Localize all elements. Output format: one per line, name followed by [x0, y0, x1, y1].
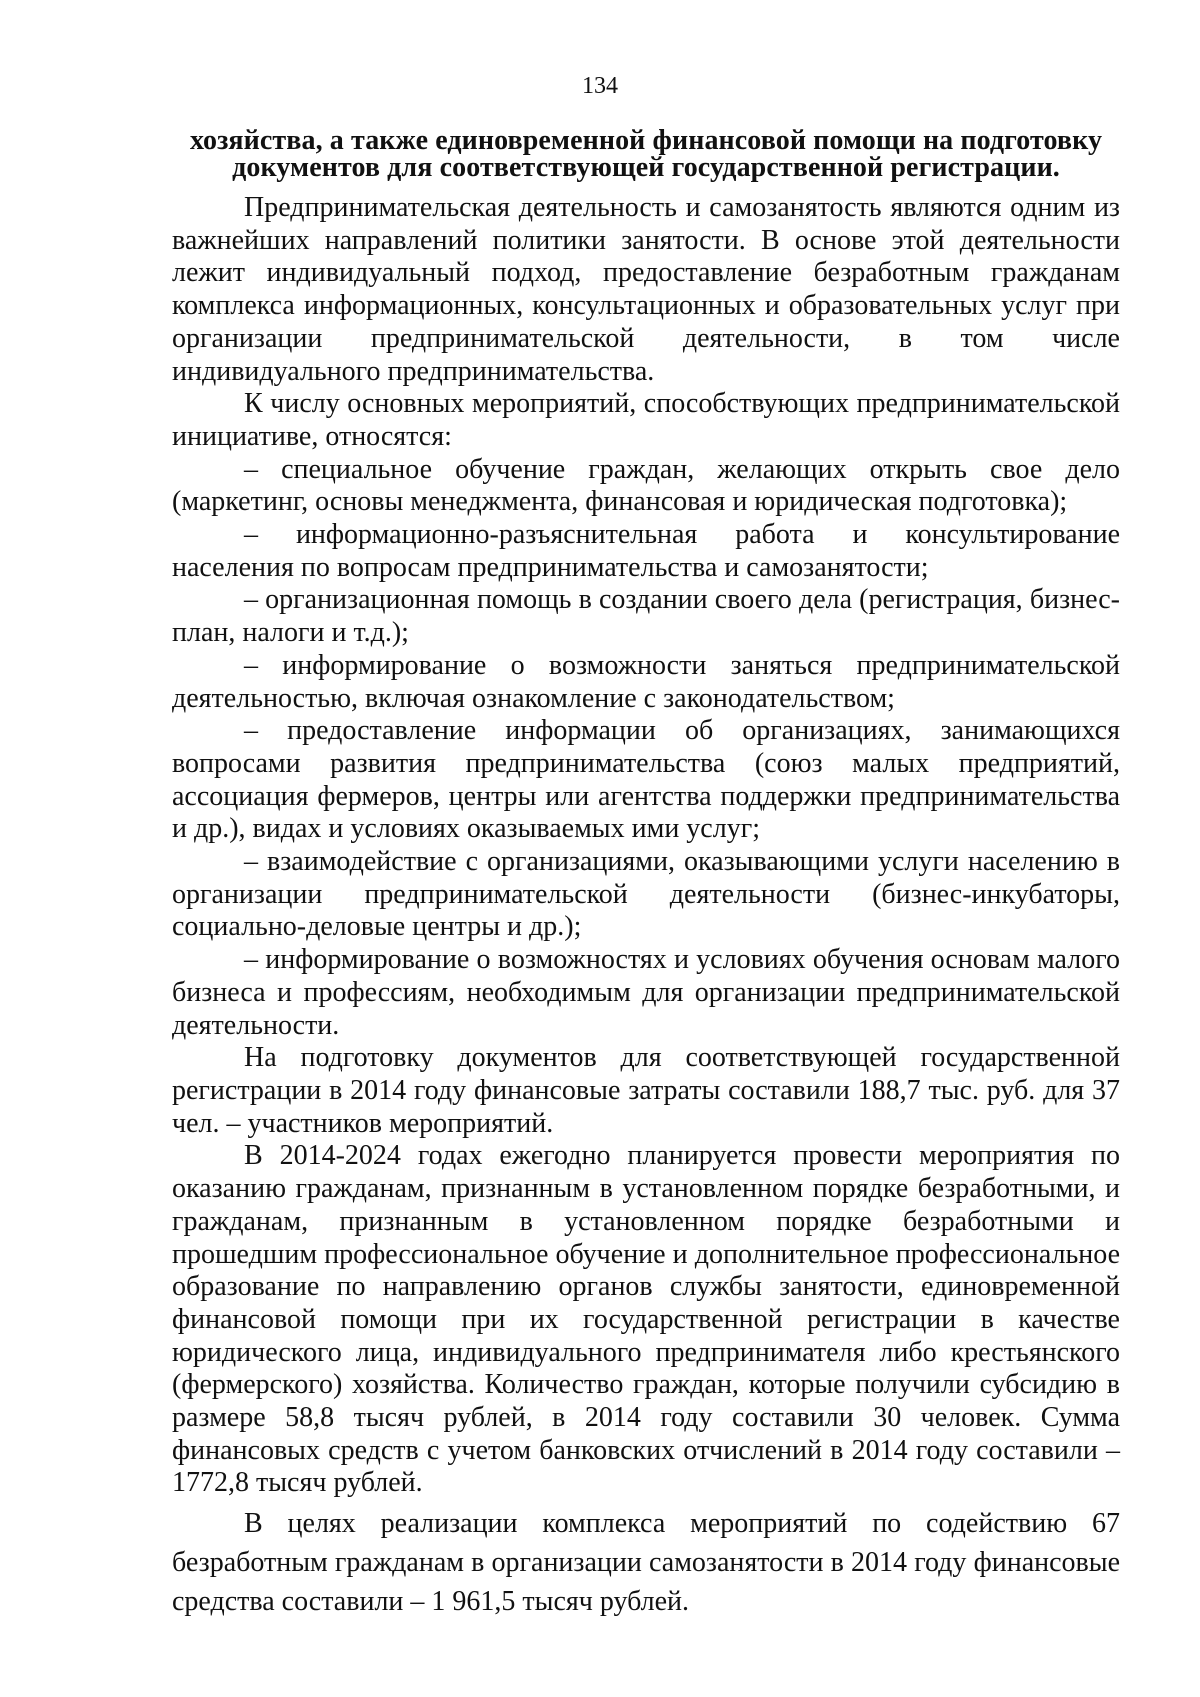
list-item-informing-legislation: – информирование о возможности заняться предпринимательской деятельностью, включая ознакомление с законодательством; — [172, 649, 1120, 714]
section-heading — [172, 127, 1120, 181]
page-number: 134 — [582, 73, 618, 99]
paragraph-self-employment-funds: В целях реализации комплекса мероприятий по содействию 67 безработным гражданам в организации самозанятости в 2014 году финансовые средства составили – 1 961,5 тысяч рублей. — [172, 1508, 1120, 1618]
paragraph-entrepreneurship-intro: Предпринимательская деятельность и самозанятость являются одним из важнейших направлений политики занятости. В основе этой деятельности лежит индивидуальный подход, предоставление безработным гражданам комплекса информационных, консультационных и образовательных услуг при организации предпринимательской деятельности, в том числе индивидуального предпринимательства. — [172, 192, 1120, 387]
paragraph-planned-measures: В 2014-2024 годах ежегодно планируется провести мероприятия по оказанию гражданам, признанным в установленном порядке безработными, и гражданам, признанным в установленном порядке безработными и прошедшим профессиональное обучение и дополнительное профессиональное образование по направлению органов службы занятости, единовременной финансовой помощи при их государственной регистрации в качестве юридического лица, индивидуального предпринимателя либо крестьянского (фермерского) хозяйства. Количество граждан, которые получили субсидию в размере 58,8 тысяч рублей, в 2014 году составили 30 человек. Сумма финансовых средств с учетом банковских отчислений в 2014 году составили – 1772,8 тысяч рублей. — [172, 1140, 1120, 1499]
list-item-consulting: – информационно-разъяснительная работа и консультирование населения по вопросам предпринимательства и самозанятости; — [172, 519, 1120, 583]
paragraph-measures-intro: К числу основных мероприятий, способствующих предпринимательской инициативе, относятся: — [172, 388, 1120, 452]
paragraph-registration-costs: На подготовку документов для соответствующей государственной регистрации в 2014 году финансовые затраты составили 188,7 тыс. руб. для 37 чел. – участников мероприятий. — [172, 1042, 1120, 1139]
list-item-organizations-info: – предоставление информации об организациях, занимающихся вопросами развития предпринимательства (союз малых предприятий, ассоциация фермеров, центры или агентства поддержки предпринимательства и др.), видах и условиях оказываемых ими услуг; — [172, 715, 1120, 845]
list-item-special-training: – специальное обучение граждан, желающих открыть свое дело (маркетинг, основы менеджмента, финансовая и юридическая подготовка); — [172, 453, 1120, 518]
list-item-organizational-help: – организационная помощь в создании своего дела (регистрация, бизнес-план, налоги и т.д.); — [172, 584, 1120, 649]
section-heading-line-2: документов для соответствующей государственной регистрации. — [232, 152, 1060, 183]
body-text — [172, 192, 1120, 1621]
list-item-interaction: – взаимодействие с организациями, оказывающими услуги населению в организации предпринимательской деятельности (бизнес-инкубаторы, социально-деловые центры и др.); — [172, 846, 1120, 943]
section-heading-line-1: хозяйства, а также единовременной финансовой помощи на подготовку — [189, 125, 1103, 156]
list-item-training-conditions: – информирование о возможностях и условиях обучения основам малого бизнеса и профессиям, необходимым для организации предпринимательской деятельности. — [172, 944, 1120, 1041]
